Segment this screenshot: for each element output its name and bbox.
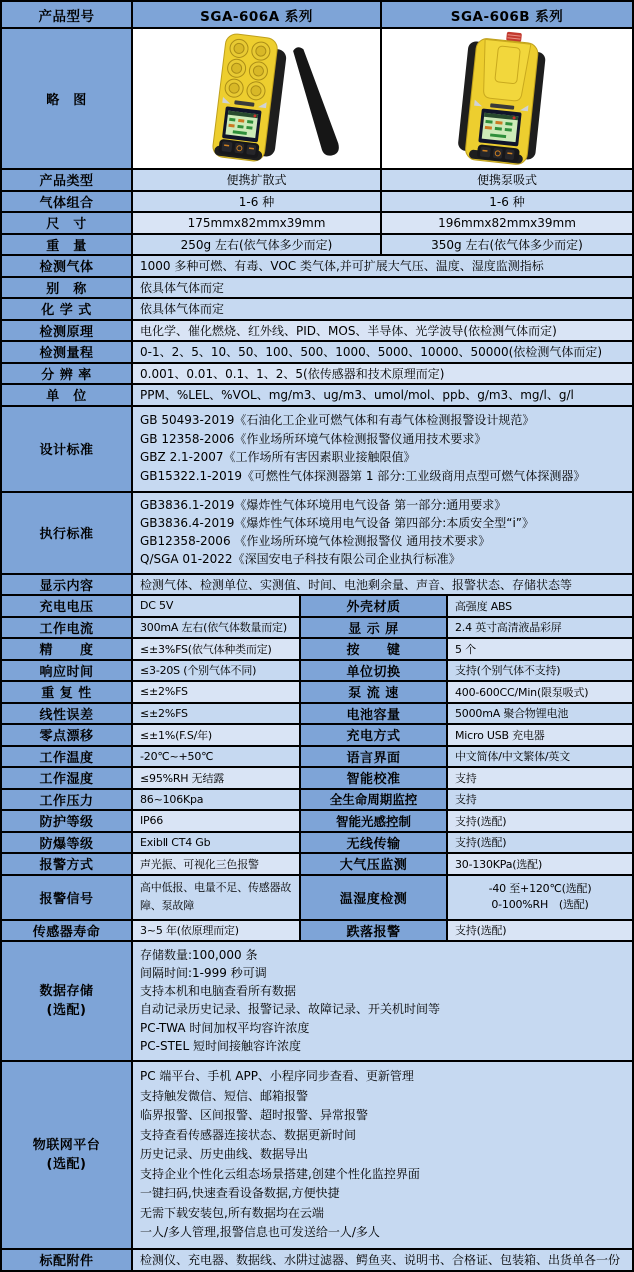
spec-label-line: (选配) (46, 1003, 87, 1018)
standard-line: GB12358-2006 《作业场所环境气体检测报警仪 通用技术要求》 (140, 533, 491, 548)
spec-label: 单位切换 (301, 661, 446, 681)
header-row (2, 2, 632, 27)
spec-value (133, 1062, 632, 1248)
spec-value: 0.001、0.01、0.1、1、2、5(依传感器和技术原理而定) (133, 364, 632, 384)
spec-value: 2.4 英寸高清液晶彩屏 (448, 618, 632, 638)
spec-label: 防护等级 (2, 811, 131, 831)
spec-label: 工作湿度 (2, 768, 131, 788)
spec-value: Micro USB 充电器 (448, 725, 632, 745)
spec-value (133, 942, 632, 1060)
spec-label: 线性误差 (2, 704, 131, 724)
spec-row (2, 385, 632, 405)
spec-label: 检测原理 (2, 321, 131, 341)
standard-line: Q/SGA 01-2022《深国安电子科技有限公司企业执行标准》 (140, 551, 461, 566)
spec-label: 显 示 屏 (301, 618, 446, 638)
spec-label: 设计标准 (2, 407, 131, 491)
spec-value-a: 250g 左右(依气体多少而定) (133, 235, 380, 255)
spec-label: 跌落报警 (301, 921, 446, 941)
spec-value: 支持 (448, 790, 632, 810)
storage-line: PC-TWA 时间加权平均容许浓度 (140, 1020, 310, 1035)
storage-line: 支持本机和电脑查看所有数据 (140, 984, 297, 999)
spec-row (2, 170, 632, 190)
spec-row (2, 618, 632, 638)
spec-label: 防爆等级 (2, 833, 131, 853)
spec-value-b: 196mmx82mmx39mm (382, 213, 632, 233)
spec-value: 电化学、催化燃烧、红外线、PID、MOS、半导体、光学波导(依检测气体而定) (133, 321, 632, 341)
spec-value: 5 个 (448, 639, 632, 659)
iot-line: 支持查看传感器连接状态、数据更新时间 (140, 1127, 357, 1142)
spec-label: 报警信号 (2, 876, 131, 919)
spec-label: 大气压监测 (301, 854, 446, 874)
spec-value: ≤3-20S (个别气体不同) (133, 661, 299, 681)
spec-value: 300mA 左右(依气体数量而定) (133, 618, 299, 638)
spec-value-b: 便携泵吸式 (382, 170, 632, 190)
spec-value: 检测仪、充电器、数据线、水阱过滤器、鳄鱼夹、说明书、合格证、包装箱、出货单各一份 (133, 1250, 632, 1270)
spec-value: 声光振、可视化三色报警 (133, 854, 299, 874)
spec-value (448, 876, 632, 919)
spec-value: ≤±2%FS (133, 682, 299, 702)
spec-value: 5000mA 聚合物锂电池 (448, 704, 632, 724)
spec-value (133, 407, 632, 491)
spec-label: 外壳材质 (301, 596, 446, 616)
spec-row (2, 256, 632, 276)
spec-label: 工作压力 (2, 790, 131, 810)
lcd-screen (221, 106, 261, 142)
spec-label: 重 复 性 (2, 682, 131, 702)
spec-row (2, 192, 632, 212)
temp-humidity-line: -40 至+120℃(选配) (488, 881, 592, 895)
series-b-header: SGA-606B 系列 (382, 2, 632, 27)
storage-line: 间隔时间:1-999 秒可调 (140, 966, 267, 981)
device-b-illustration (387, 31, 627, 166)
spec-label: 智能光感控制 (301, 811, 446, 831)
spec-value: 30-130KPa(选配) (448, 854, 632, 874)
spec-value: IP66 (133, 811, 299, 831)
spec-label: 分 辨 率 (2, 364, 131, 384)
spec-value: -20℃~+50℃ (133, 747, 299, 767)
standard-line: GB 12358-2006《作业场所环境气体检测报警仪通用技术要求》 (140, 431, 487, 446)
spec-label: 语言界面 (301, 747, 446, 767)
spec-row (2, 768, 632, 788)
spec-value: ExibⅡ CT4 Gb (133, 833, 299, 853)
spec-label: 工作电流 (2, 618, 131, 638)
iot-line: 历史记录、历史曲线、数据导出 (140, 1147, 309, 1162)
accessories-row (2, 1250, 632, 1270)
standard-line: GBZ 2.1-2007《工作场所有害因素职业接触限值》 (140, 450, 416, 465)
spec-value: DC 5V (133, 596, 299, 616)
spec-value: ≤±2%FS (133, 704, 299, 724)
spec-label: 产品类型 (2, 170, 131, 190)
spec-label (2, 942, 131, 1060)
design-standards-row (2, 407, 632, 491)
spec-value: 支持(选配) (448, 811, 632, 831)
spec-label (2, 1062, 131, 1248)
spec-value: 1000 多种可燃、有毒、VOC 类气体,并可扩展大气压、温度、湿度监测指标 (133, 256, 632, 276)
spec-value: 高中低报、电量不足、传感器故障、泵故障 (133, 876, 299, 919)
alarm-signal-row (2, 876, 632, 919)
storage-line: 存储数量:100,000 条 (140, 947, 258, 962)
spec-row (2, 299, 632, 319)
spec-row (2, 854, 632, 874)
spec-label: 执行标准 (2, 493, 131, 573)
iot-line: 支持触发微信、短信、邮箱报警 (140, 1088, 309, 1103)
spec-value: 支持(选配) (448, 921, 632, 941)
spec-value: 0-1、2、5、10、50、100、500、1000、5000、10000、50000(依检测气体而定) (133, 342, 632, 362)
spec-label: 报警方式 (2, 854, 131, 874)
spec-label: 尺 寸 (2, 213, 131, 233)
spec-label: 智能校准 (301, 768, 446, 788)
spec-value-b: 350g 左右(依气体多少而定) (382, 235, 632, 255)
spec-label: 充电方式 (301, 725, 446, 745)
spec-label: 工作温度 (2, 747, 131, 767)
spec-label: 检测气体 (2, 256, 131, 276)
spec-value: 400-600CC/Min(限泵吸式) (448, 682, 632, 702)
spec-value: 检测气体、检测单位、实测值、时间、电池剩余量、声音、报警状态、存储状态等 (133, 575, 632, 595)
standard-line: GB3836.1-2019《爆炸性气体环境用电气设备 第一部分:通用要求》 (140, 498, 507, 513)
lcd-screen (478, 108, 521, 146)
spec-label-line: (选配) (46, 1157, 87, 1172)
spec-row (2, 235, 632, 255)
spec-row (2, 213, 632, 233)
spec-value: 依具体气体而定 (133, 299, 632, 319)
spec-value: 3~5 年(依原理而定) (133, 921, 299, 941)
iot-line: 一人/多人管理,报警信息也可发送给一人/多人 (140, 1225, 380, 1240)
iot-line: PC 端平台、手机 APP、小程序同步查看、更新管理 (140, 1069, 414, 1084)
spec-value: ≤±1%(F.S/年) (133, 725, 299, 745)
standard-line: GB3836.4-2019《爆炸性气体环境用电气设备 第四部分:本质安全型“i”》 (140, 515, 535, 530)
storage-line: 自动记录历史记录、报警记录、故障记录、开关机时间等 (140, 1002, 441, 1017)
spec-label-line: 物联网平台 (32, 1137, 101, 1153)
spec-row (2, 596, 632, 616)
spec-row (2, 921, 632, 941)
spec-row (2, 725, 632, 745)
spec-row (2, 278, 632, 298)
iot-line: 临界报警、区间报警、超时报警、异常报警 (140, 1108, 369, 1123)
antenna (280, 47, 349, 157)
spec-label-line: 数据存储 (39, 983, 94, 999)
spec-label: 重 量 (2, 235, 131, 255)
iot-line: 一键扫码,快速查看设备数据,方便快捷 (140, 1186, 340, 1201)
spec-row (2, 575, 632, 595)
spec-label: 电池容量 (301, 704, 446, 724)
temp-humidity-line: 0-100%RH (选配) (491, 898, 589, 911)
spec-row (2, 790, 632, 810)
spec-value-a: 1-6 种 (133, 192, 380, 212)
spec-value-b: 1-6 种 (382, 192, 632, 212)
spec-label: 响应时间 (2, 661, 131, 681)
spec-label: 全生命周期监控 (301, 790, 446, 810)
spec-row (2, 639, 632, 659)
spec-label: 泵 流 速 (301, 682, 446, 702)
spec-label: 温湿度检测 (301, 876, 446, 919)
data-storage-row (2, 942, 632, 1060)
spec-label: 无线传输 (301, 833, 446, 853)
spec-value: 高强度 ABS (448, 596, 632, 616)
device-a-illustration (137, 31, 377, 166)
standard-line: GB 50493-2019《石油化工企业可燃气体和有毒气体检测报警设计规范》 (140, 412, 535, 427)
spec-label: 化 学 式 (2, 299, 131, 319)
sketch-label: 略 图 (2, 29, 131, 168)
spec-row (2, 342, 632, 362)
spec-value: PPM、%LEL、%VOL、mg/m3、ug/m3、umol/mol、ppb、g/m3、mg/l、g/l (133, 385, 632, 405)
spec-value: ≤95%RH 无结露 (133, 768, 299, 788)
product-model-header: 产品型号 (2, 2, 131, 27)
spec-row (2, 704, 632, 724)
spec-value: ≤±3%FS(依气体种类而定) (133, 639, 299, 659)
spec-row (2, 661, 632, 681)
spec-value: 支持(选配) (448, 833, 632, 853)
spec-label: 气体组合 (2, 192, 131, 212)
spec-label: 标配附件 (2, 1250, 131, 1270)
storage-line: PC-STEL 短时间接触容许浓度 (140, 1038, 301, 1053)
iot-line: 支持企业个性化云组态场景搭建,创建个性化监控界面 (140, 1166, 420, 1181)
spec-value: 86~106Kpa (133, 790, 299, 810)
spec-row (2, 833, 632, 853)
product-image-b-cell (382, 29, 632, 168)
spec-row (2, 747, 632, 767)
spec-value: 支持(个别气体不支持) (448, 661, 632, 681)
iot-line: 无需下载安装包,所有数据均在云端 (140, 1205, 324, 1220)
spec-row (2, 682, 632, 702)
spec-label: 充电电压 (2, 596, 131, 616)
spec-label: 单 位 (2, 385, 131, 405)
spec-value (133, 493, 632, 573)
spec-label: 显示内容 (2, 575, 131, 595)
spec-row (2, 321, 632, 341)
series-a-header: SGA-606A 系列 (133, 2, 380, 27)
spec-value-a: 175mmx82mmx39mm (133, 213, 380, 233)
spec-row (2, 811, 632, 831)
execution-standards-row (2, 493, 632, 573)
spec-row (2, 364, 632, 384)
spec-value-a: 便携扩散式 (133, 170, 380, 190)
standard-line: GB15322.1-2019《可燃性气体探测器第 1 部分:工业级商用点型可燃气体探测器》 (140, 468, 586, 483)
spec-label: 别 称 (2, 278, 131, 298)
spec-label: 按 键 (301, 639, 446, 659)
spec-label: 检测量程 (2, 342, 131, 362)
spec-label: 传感器寿命 (2, 921, 131, 941)
spec-value: 支持 (448, 768, 632, 788)
spec-label: 零点漂移 (2, 725, 131, 745)
product-image-a-cell (133, 29, 380, 168)
iot-platform-row (2, 1062, 632, 1248)
spec-value: 中文简体/中文繁体/英文 (448, 747, 632, 767)
spec-label: 精 度 (2, 639, 131, 659)
spec-value: 依具体气体而定 (133, 278, 632, 298)
sketch-row (2, 29, 632, 168)
